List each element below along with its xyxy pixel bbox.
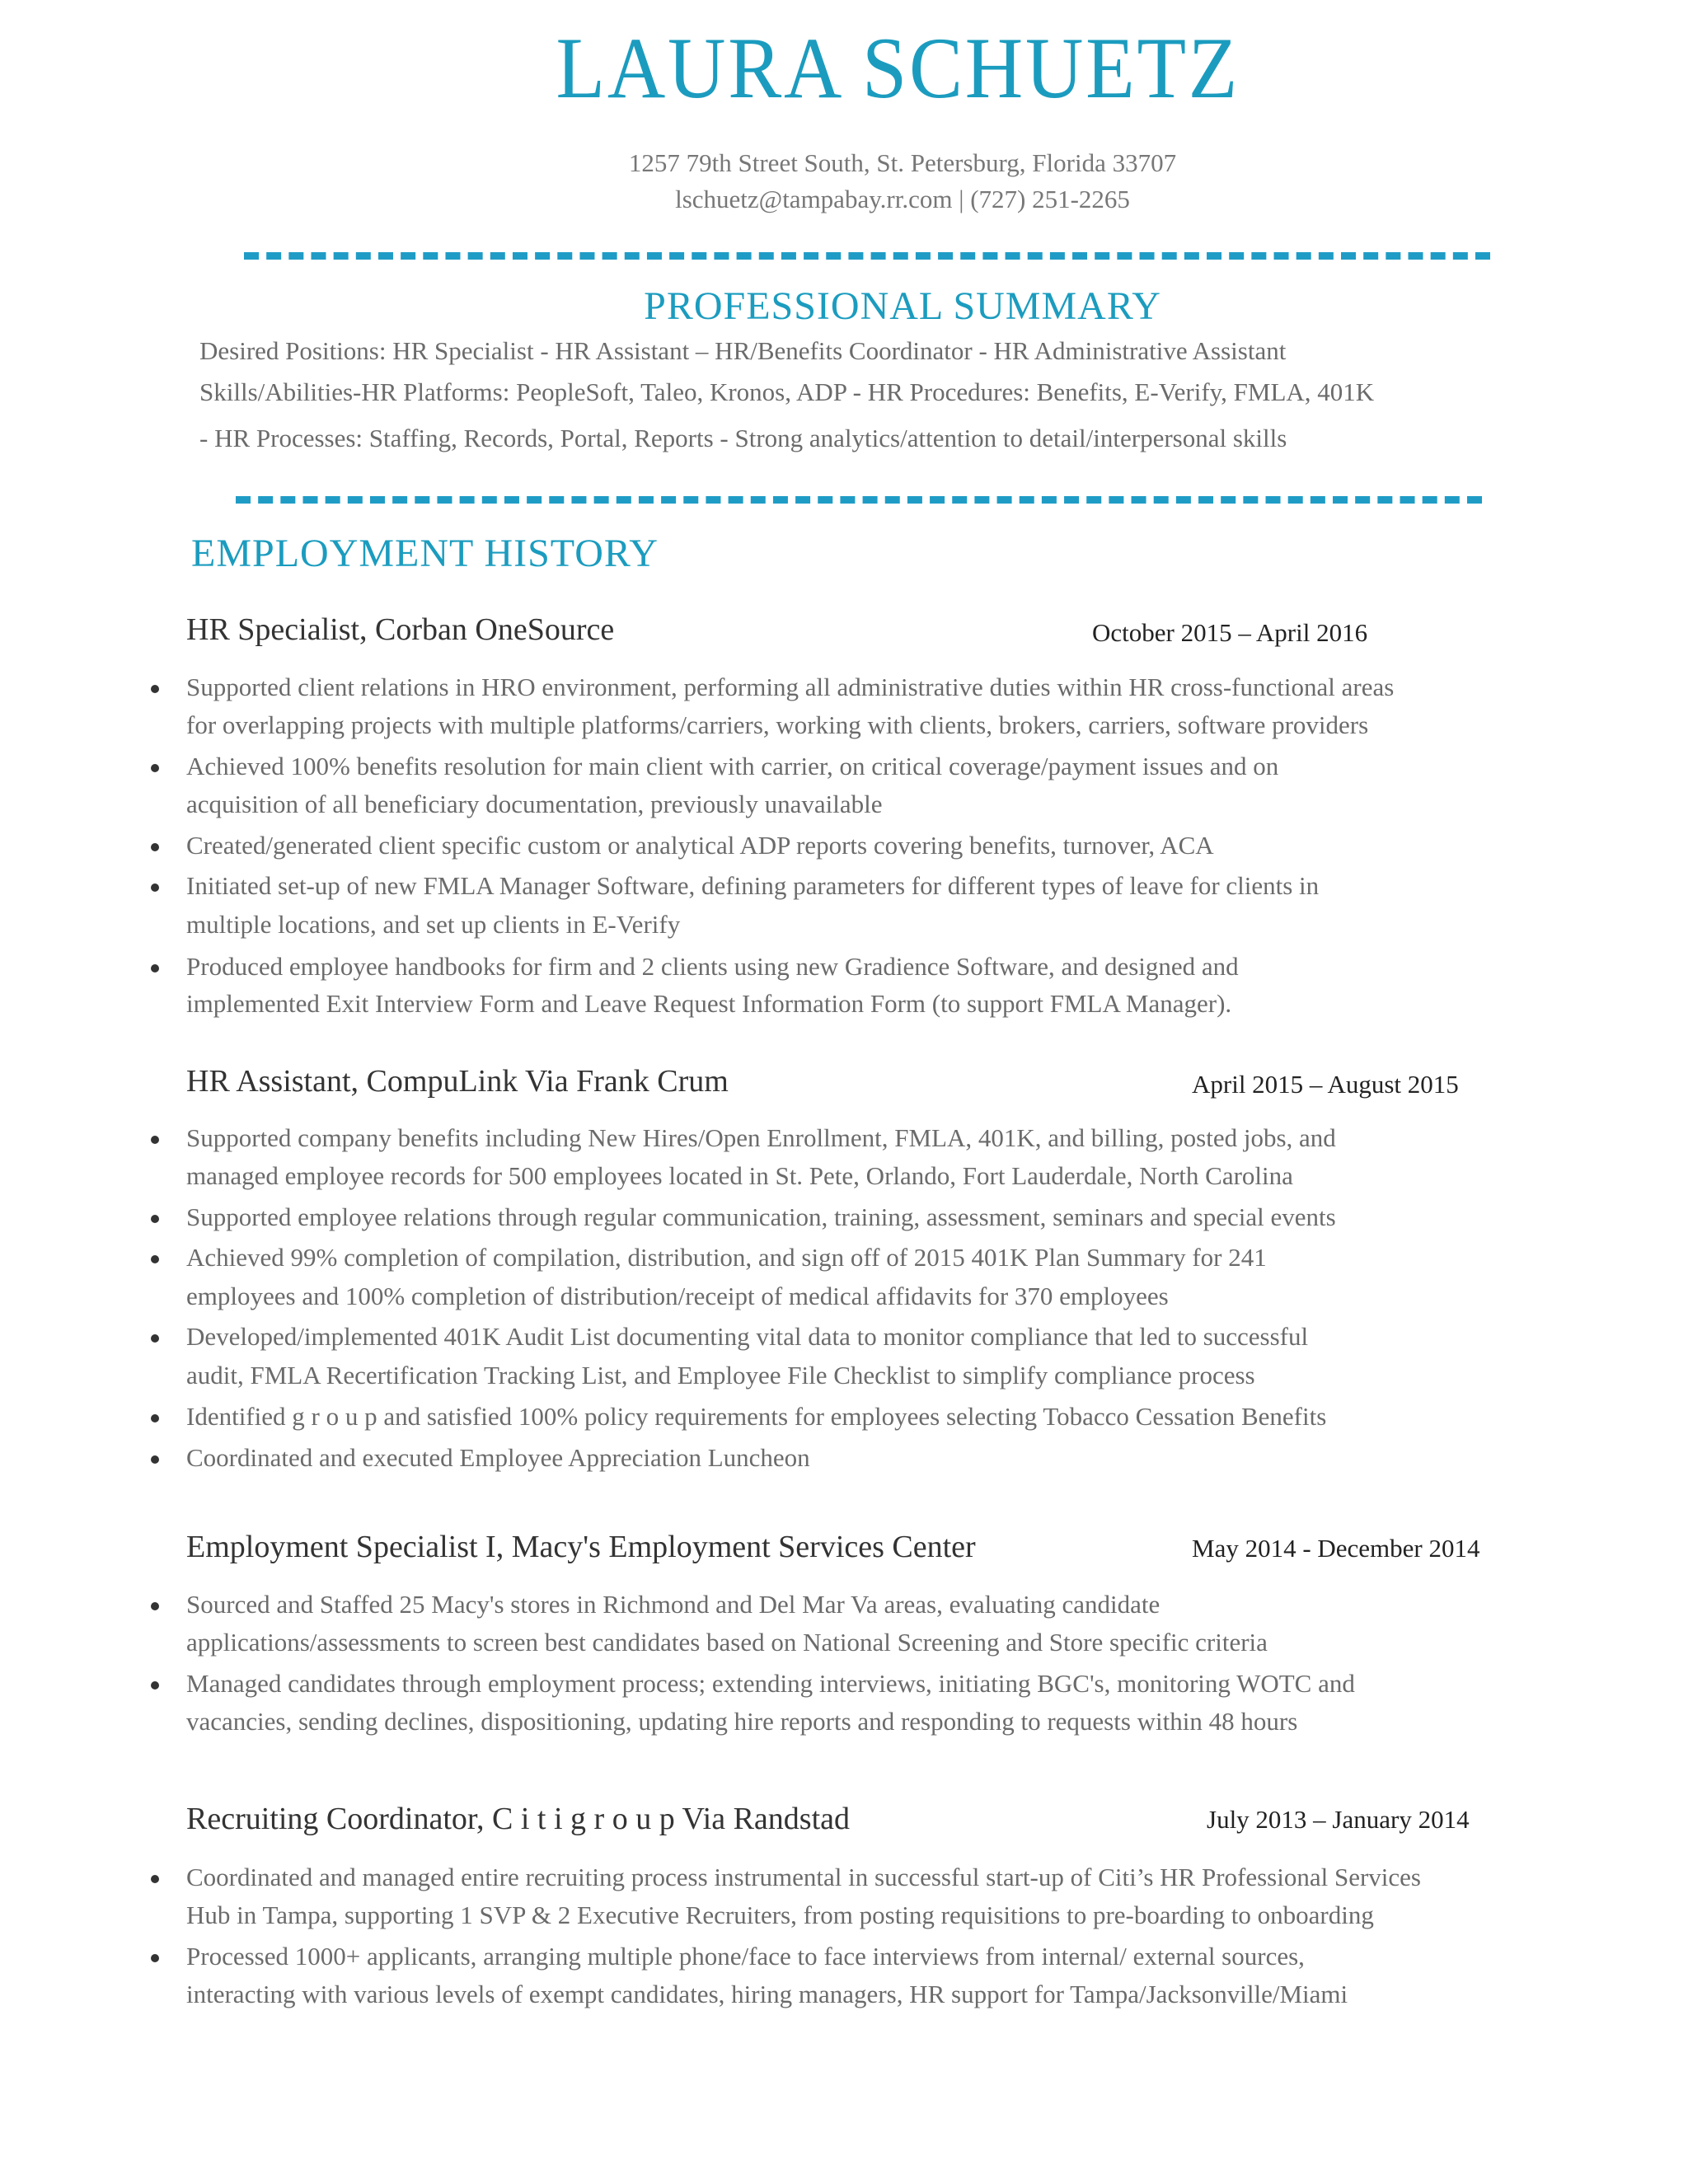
contact-email-phone: lschuetz@tampabay.rr.com | (727) 251-2265: [675, 185, 1130, 213]
bullet-icon: [151, 1334, 159, 1343]
bullet-text: multiple locations, and set up clients in E-Verify: [186, 910, 681, 939]
summary-heading: PROFESSIONAL SUMMARY: [644, 284, 1161, 328]
bullet-icon: [151, 1414, 159, 1422]
bullet-text: Coordinated and managed entire recruiting process instrumental in successful start-up of Citi’s HR Professional Services: [186, 1863, 1421, 1891]
bullet-text: Supported company benefits including New Hires/Open Enrollment, FMLA, 401K, and billing, posted jobs, and: [186, 1123, 1336, 1152]
job-title: HR Assistant, CompuLink Via Frank Crum: [186, 1064, 729, 1099]
bullet-text: Identified g r o u p and satisfied 100% policy requirements for employees selecting Tobacco Cessation Benefits: [186, 1402, 1327, 1431]
job-dates: May 2014 - December 2014: [1192, 1534, 1480, 1563]
bullet-text: Achieved 100% benefits resolution for main client with carrier, on critical coverage/payment issues and on: [186, 752, 1279, 780]
bullet-icon: [151, 964, 159, 972]
bullet-text: Supported client relations in HRO environment, performing all administrative duties within HR cross-functional areas: [186, 673, 1395, 701]
bullet-icon: [151, 1875, 159, 1883]
job-title: Employment Specialist I, Macy's Employment Services Center: [186, 1530, 976, 1564]
employment-heading: EMPLOYMENT HISTORY: [191, 532, 659, 575]
bullet-text: Processed 1000+ applicants, arranging multiple phone/face to face interviews from internal/ external sources,: [186, 1942, 1305, 1971]
bullet-text: Achieved 99% completion of compilation, distribution, and sign off of 2015 401K Plan Summary for 241: [186, 1243, 1267, 1272]
bullet-text: Produced employee handbooks for firm and 2 clients using new Gradience Software, and designed and: [186, 952, 1239, 981]
bullet-text: implemented Exit Interview Form and Leave Request Information Form (to support FMLA Manager).: [186, 989, 1232, 1018]
bullet-text: Hub in Tampa, supporting 1 SVP & 2 Executive Recruiters, from posting requisitions to pre-boarding to onboarding: [186, 1900, 1374, 1929]
summary-line: Desired Positions: HR Specialist - HR Assistant – HR/Benefits Coordinator - HR Administrative Assistant: [199, 336, 1287, 365]
bullet-text: acquisition of all beneficiary documentation, previously unavailable: [186, 790, 883, 818]
bullet-text: Developed/implemented 401K Audit List documenting vital data to monitor compliance that led to successful: [186, 1322, 1309, 1351]
bullet-text: applications/assessments to screen best candidates based on National Screening and Store specific criteria: [186, 1628, 1268, 1657]
bullet-icon: [151, 685, 159, 693]
section-divider: [244, 252, 1490, 260]
bullet-text: interacting with various levels of exempt candidates, hiring managers, HR support for Tampa/Jacksonville/Miami: [186, 1980, 1348, 2008]
job-dates: July 2013 – January 2014: [1207, 1805, 1470, 1834]
job-title: Recruiting Coordinator, C i t i g r o u p Via Randstad: [186, 1802, 851, 1836]
bullet-text: Coordinated and executed Employee Appreciation Luncheon: [186, 1443, 810, 1472]
section-divider: [236, 496, 1482, 504]
summary-line: - HR Processes: Staffing, Records, Portal, Reports - Strong analytics/attention to detail/interpersonal skills: [199, 424, 1287, 452]
bullet-text: managed employee records for 500 employees located in St. Pete, Orlando, Fort Lauderdale, North Carolina: [186, 1161, 1293, 1190]
bullet-text: Managed candidates through employment process; extending interviews, initiating BGC's, monitoring WOTC and: [186, 1669, 1355, 1698]
bullet-icon: [151, 1215, 159, 1223]
bullet-text: audit, FMLA Recertification Tracking List, and Employee File Checklist to simplify compliance process: [186, 1361, 1255, 1390]
bullet-text: for overlapping projects with multiple platforms/carriers, working with clients, brokers, carriers, software providers: [186, 710, 1369, 739]
bullet-text: Initiated set-up of new FMLA Manager Software, defining parameters for different types of leave for clients in: [186, 871, 1320, 900]
bullet-text: Supported employee relations through regular communication, training, assessment, seminars and special events: [186, 1202, 1336, 1231]
job-title: HR Specialist, Corban OneSource: [186, 612, 615, 647]
bullet-icon: [151, 1602, 159, 1610]
summary-line: Skills/Abilities-HR Platforms: PeopleSoft, Taleo, Kronos, ADP - HR Procedures: Benefits, E-Verify, FMLA, 401K: [199, 377, 1375, 406]
bullet-icon: [151, 883, 159, 892]
bullet-icon: [151, 764, 159, 772]
bullet-icon: [151, 1954, 159, 1962]
contact-address: 1257 79th Street South, St. Petersburg, Florida 33707: [628, 148, 1177, 177]
bullet-text: Sourced and Staffed 25 Macy's stores in Richmond and Del Mar Va areas, evaluating candidate: [186, 1590, 1160, 1619]
bullet-text: Created/generated client specific custom or analytical ADP reports covering benefits, turnover, ACA: [186, 831, 1214, 860]
bullet-text: vacancies, sending declines, dispositioning, updating hire reports and responding to requests within 48 hours: [186, 1707, 1298, 1736]
bullet-icon: [151, 843, 159, 851]
bullet-icon: [151, 1455, 159, 1464]
candidate-name: LAURA SCHUETZ: [556, 20, 1240, 116]
job-dates: April 2015 – August 2015: [1192, 1070, 1459, 1099]
job-dates: October 2015 – April 2016: [1092, 618, 1368, 647]
bullet-icon: [151, 1255, 159, 1263]
bullet-icon: [151, 1136, 159, 1144]
bullet-icon: [151, 1681, 159, 1690]
bullet-text: employees and 100% completion of distribution/receipt of medical affidavits for 370 employees: [186, 1282, 1169, 1310]
